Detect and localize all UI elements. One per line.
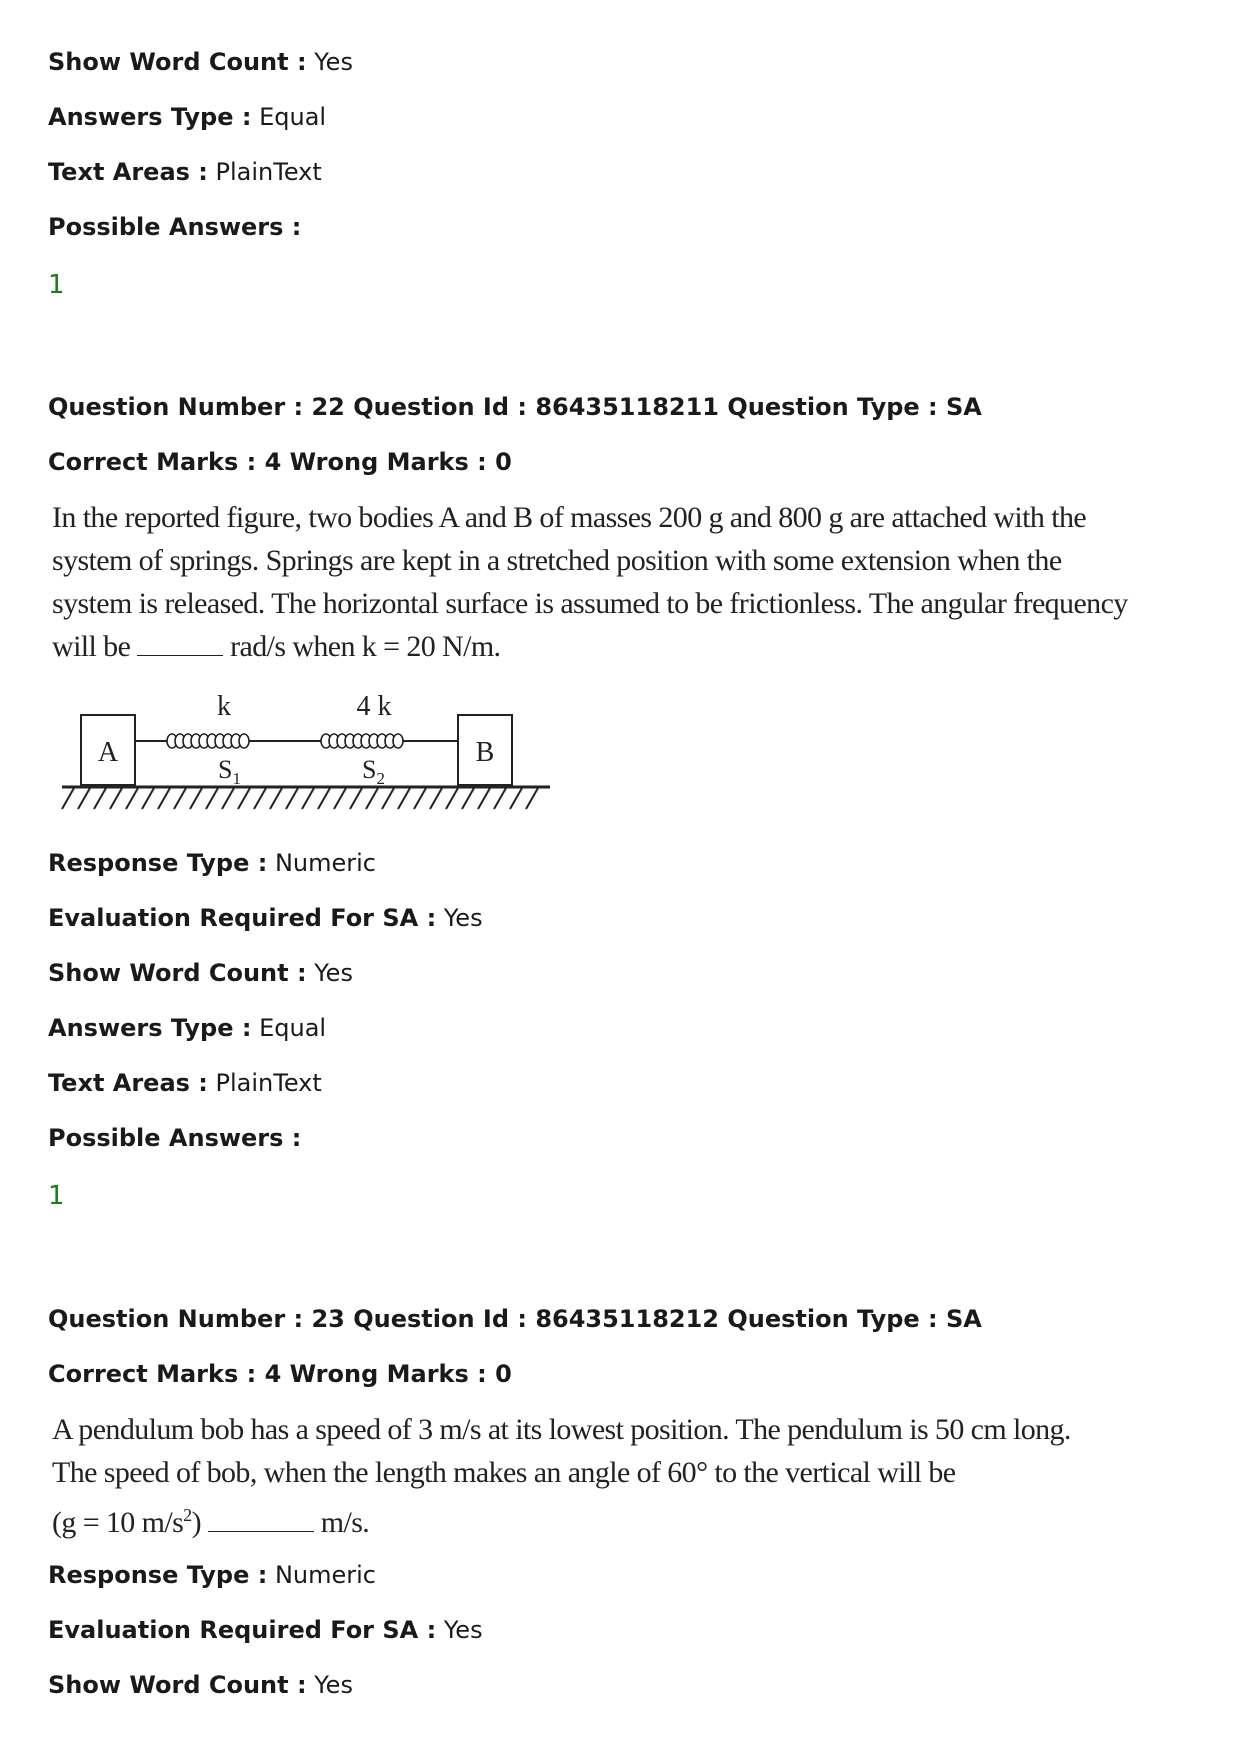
hatch-mark <box>238 788 250 809</box>
hatch-mark <box>478 788 490 809</box>
hatch-mark <box>142 788 154 809</box>
answers-type-row <box>48 102 326 132</box>
field-value: Yes <box>314 1671 353 1699</box>
question-text-line <box>52 1494 952 1544</box>
hatch-mark <box>398 788 410 809</box>
block-b-label: B <box>475 737 495 768</box>
hatch-mark <box>286 788 298 809</box>
spring1-constant: k <box>217 695 231 722</box>
field-label: Response Type : <box>48 1561 268 1589</box>
text-areas-row <box>48 157 322 187</box>
field-value: Numeric <box>274 849 376 877</box>
hatch-mark <box>270 788 282 809</box>
field-label: Text Areas : <box>48 1069 208 1097</box>
field-label: Show Word Count : <box>48 959 307 987</box>
question-text-line: In the reported figure, two bodies A and B of masses 200 g and 800 g are attached with the <box>52 501 1087 534</box>
answers-type-row <box>48 1013 326 1043</box>
response-type-row <box>48 848 376 878</box>
hatch-mark <box>254 788 266 809</box>
field-label: Show Word Count : <box>48 1671 307 1699</box>
evaluation-required-row <box>48 903 483 933</box>
field-value: Yes <box>443 904 483 932</box>
text-areas-row <box>48 1068 322 1098</box>
field-label: Show Word Count : <box>48 48 307 76</box>
possible-answer-value: 1 <box>48 1181 65 1211</box>
spring-s1 <box>167 733 249 749</box>
field-label: Answers Type : <box>48 103 252 131</box>
hatch-mark <box>206 788 218 809</box>
field-label: Possible Answers : <box>48 1124 302 1152</box>
hatch-mark <box>366 788 378 809</box>
field-value: PlainText <box>215 158 322 186</box>
question-23-text <box>52 1408 1071 1544</box>
response-type-row <box>48 1560 376 1590</box>
question-22-text <box>52 496 1128 668</box>
question-22-header: Question Number : 22 Question Id : 86435118211 Question Type : SA <box>48 393 982 421</box>
field-label: Evaluation Required For SA : <box>48 904 437 932</box>
spring2-label <box>362 755 385 788</box>
hatch-mark <box>318 788 330 809</box>
possible-answers-row <box>48 212 301 242</box>
question-text-fragment: will be <box>52 630 131 663</box>
field-label: Text Areas : <box>48 158 208 186</box>
question-text-fragment: m/s. <box>320 1506 370 1539</box>
question-text-line: system of springs. Springs are kept in a stretched position with some extension when the <box>52 544 1062 577</box>
question-text-fragment: rad/s when k = 20 N/m. <box>230 630 501 663</box>
hatch-mark <box>430 788 442 809</box>
hatch-mark <box>94 788 106 809</box>
ground-hatching <box>62 788 538 809</box>
hatch-mark <box>222 788 234 809</box>
field-label: Answers Type : <box>48 1014 252 1042</box>
spring-s2 <box>321 733 403 749</box>
spring1-letter: S <box>218 755 233 784</box>
evaluation-required-row <box>48 1615 483 1645</box>
field-value: Equal <box>259 1014 327 1042</box>
spring1-subscript: 1 <box>232 769 241 788</box>
hatch-mark <box>334 788 346 809</box>
field-label: Possible Answers : <box>48 213 302 241</box>
question-text-line: A pendulum bob has a speed of 3 m/s at its lowest position. The pendulum is 50 cm long. <box>52 1413 1071 1446</box>
spring2-letter: S <box>362 755 377 784</box>
show-word-count-row <box>48 47 353 77</box>
hatch-mark <box>494 788 506 809</box>
question-text-line <box>52 625 952 668</box>
possible-answer-value: 1 <box>48 270 65 300</box>
hatch-mark <box>414 788 426 809</box>
field-value: Equal <box>259 103 327 131</box>
hatch-mark <box>350 788 362 809</box>
question-text-fragment: (g = 10 m/s <box>52 1506 184 1539</box>
hatch-mark <box>526 788 538 809</box>
hatch-mark <box>78 788 90 809</box>
field-value: PlainText <box>215 1069 322 1097</box>
block-a-label: A <box>97 737 119 768</box>
hatch-mark <box>190 788 202 809</box>
hatch-mark <box>110 788 122 809</box>
spring2-constant: 4 k <box>356 695 392 722</box>
hatch-mark <box>382 788 394 809</box>
field-value: Numeric <box>274 1561 376 1589</box>
superscript: 2 <box>183 1505 192 1525</box>
hatch-mark <box>174 788 186 809</box>
question-23-header: Question Number : 23 Question Id : 86435118212 Question Type : SA <box>48 1305 982 1333</box>
field-value: Yes <box>314 959 353 987</box>
question-text-fragment: ) <box>191 1506 201 1539</box>
field-label: Response Type : <box>48 849 268 877</box>
question-23-marks: Correct Marks : 4 Wrong Marks : 0 <box>48 1360 512 1388</box>
spring2-subscript: 2 <box>376 769 385 788</box>
field-value: Yes <box>314 48 353 76</box>
hatch-mark <box>446 788 458 809</box>
spring-mass-figure <box>60 695 560 825</box>
answer-blank <box>208 1509 314 1532</box>
show-word-count-row <box>48 1670 353 1700</box>
field-label: Evaluation Required For SA : <box>48 1616 437 1644</box>
show-word-count-row <box>48 958 353 988</box>
spring1-label <box>218 755 241 788</box>
hatch-mark <box>510 788 522 809</box>
question-22-marks: Correct Marks : 4 Wrong Marks : 0 <box>48 448 512 476</box>
hatch-mark <box>302 788 314 809</box>
hatch-mark <box>158 788 170 809</box>
hatch-mark <box>62 788 74 809</box>
question-text-line: system is released. The horizontal surface is assumed to be frictionless. The angular frequency <box>52 587 1128 620</box>
hatch-mark <box>126 788 138 809</box>
hatch-mark <box>462 788 474 809</box>
possible-answers-row <box>48 1123 301 1153</box>
question-text-line: The speed of bob, when the length makes an angle of 60° to the vertical will be <box>52 1456 956 1489</box>
answer-blank <box>137 633 223 656</box>
field-value: Yes <box>443 1616 483 1644</box>
